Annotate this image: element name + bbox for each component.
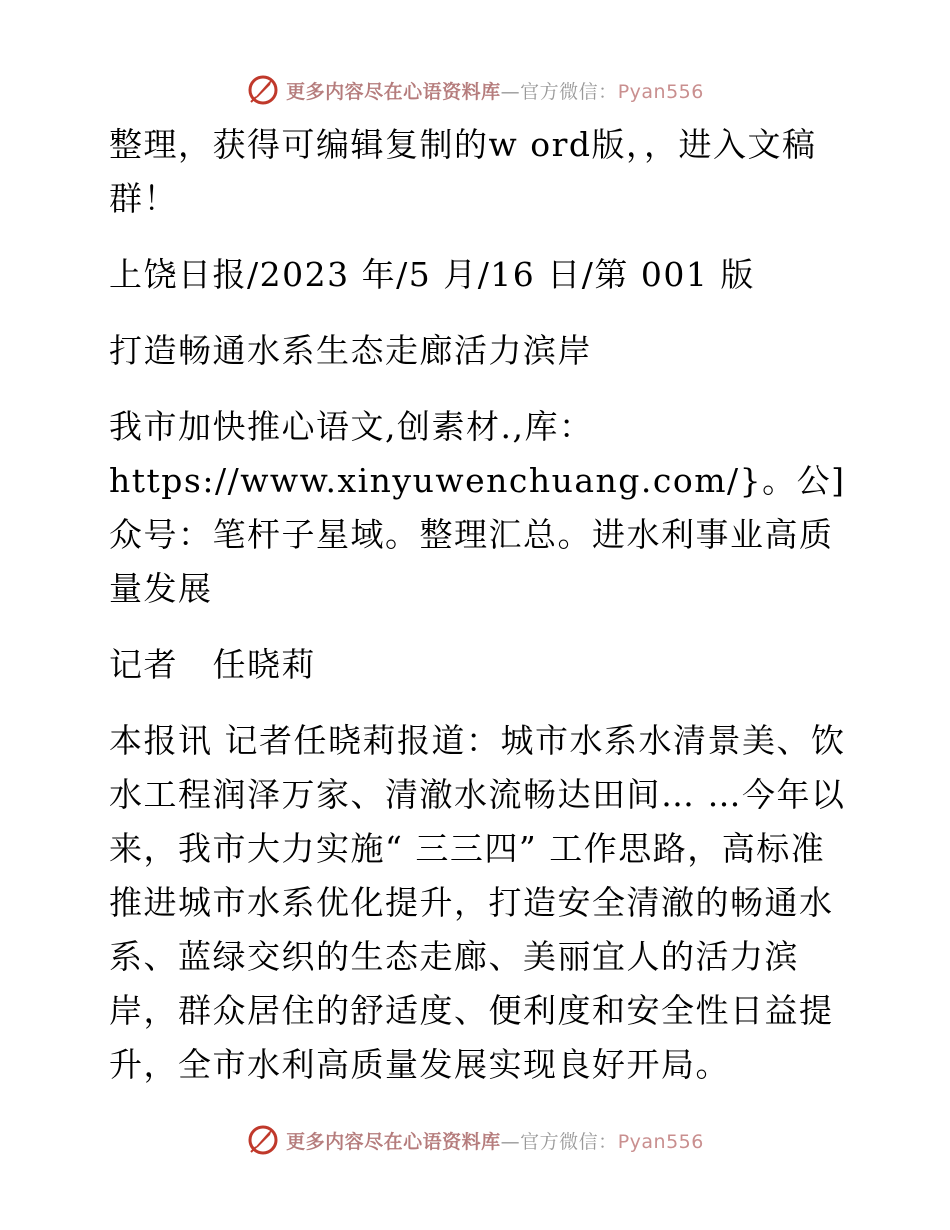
subheadline: 我市加快推心语文,创素材.,库：https://www.xinyuwenchuang.com/}。公]众号：笔杆子星域。整理汇总。进水利事业高质量发展	[109, 407, 846, 608]
header-banner	[0, 70, 950, 110]
footer-banner	[0, 1120, 950, 1160]
banner-slogan: 更多内容尽在心语资料库—官方微信：Pyan556	[286, 1130, 704, 1153]
document-body	[97, 118, 857, 1092]
banner-slogan: 更多内容尽在心语资料库—官方微信：Pyan556	[286, 80, 704, 103]
quill-logo-icon	[246, 73, 280, 107]
body-paragraph: 本报讯 记者任晓莉报道：城市水系水清景美、饮水工程润泽万家、清澈水流畅达田间… …今年以来，我市大力实施“ 三三四” 工作思路，高标准推进城市水系优化提升，打造安全清澈的畅通水系、蓝绿交织的生态走廊、美丽宜人的活力滨岸，群众居住的舒适度、便利度和安全性日益提升，全市水利高质量发展实现良好开局。	[109, 721, 846, 1084]
quill-logo-icon	[246, 1123, 280, 1157]
byline: 记者 任晓莉	[109, 645, 316, 684]
intro-paragraph: 整理，获得可编辑复制的w ord版，，进入文稿群！	[109, 125, 817, 218]
headline: 打造畅通水系生态走廊活力滨岸	[109, 331, 592, 370]
dateline: 上饶日报/2023 年/5 月/16 日/第 001 版	[109, 255, 755, 294]
